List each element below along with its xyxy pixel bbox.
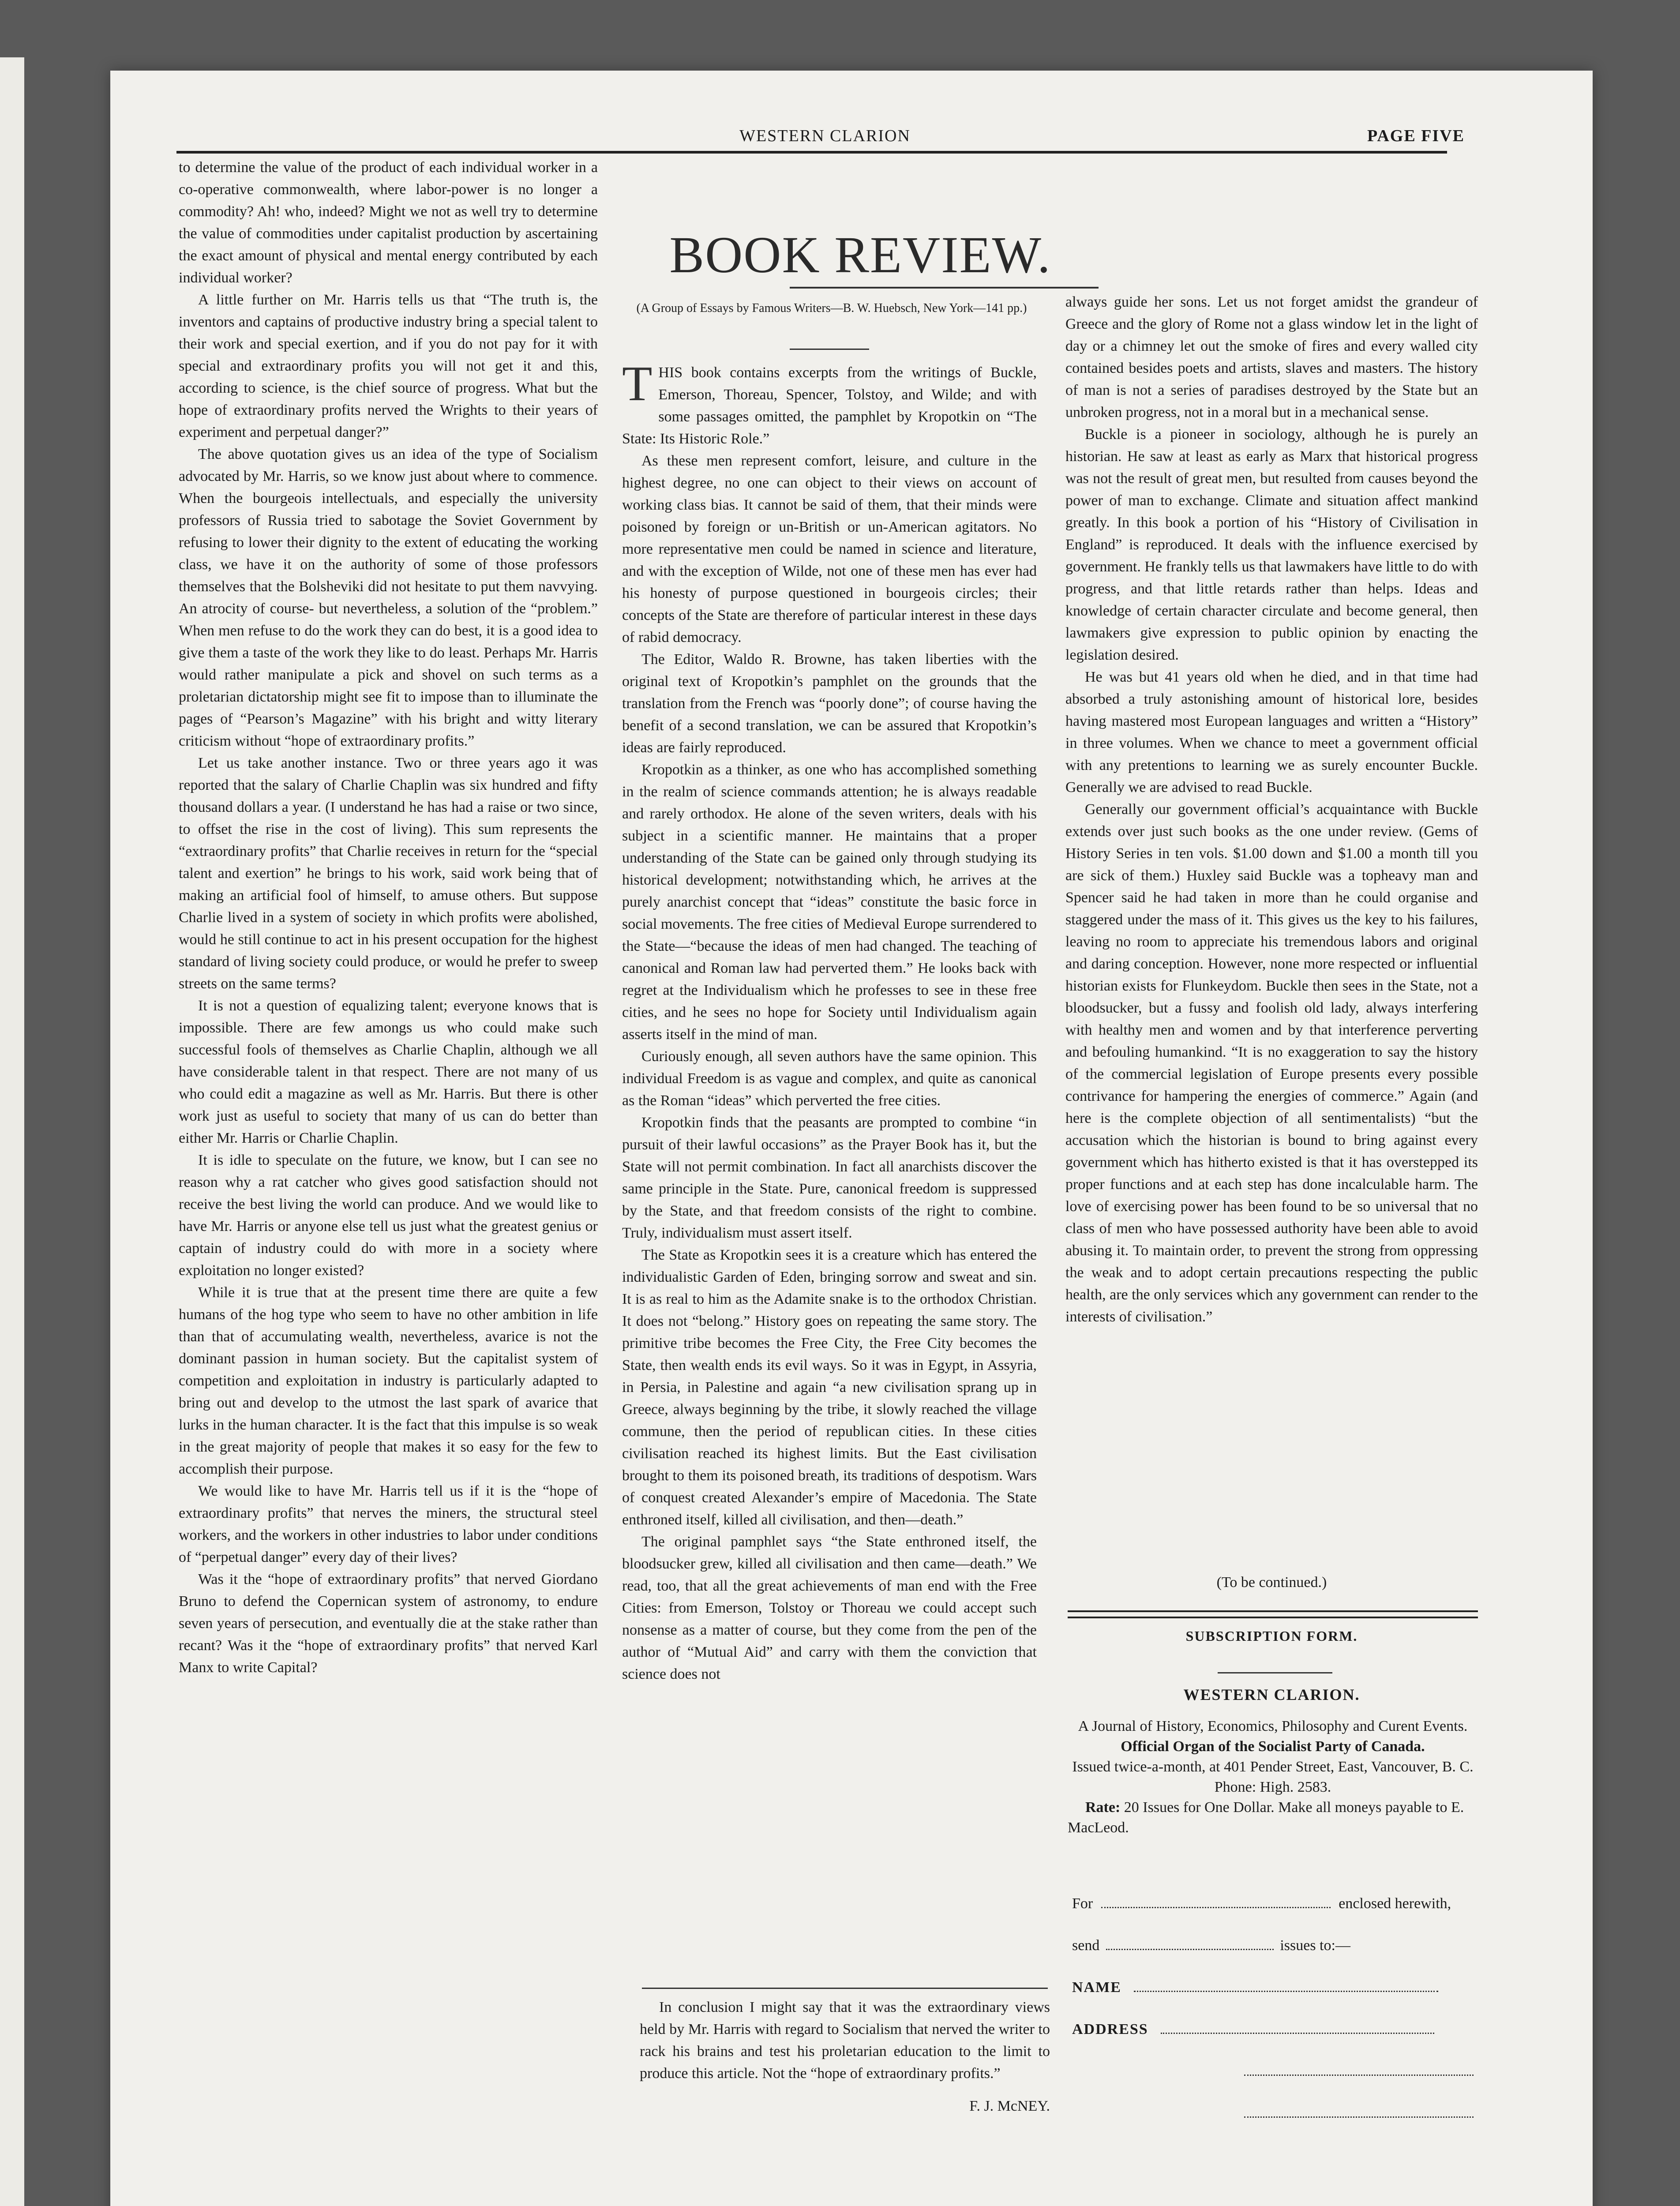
conclusion-paragraph: In conclusion I might say that it was the extraordinary views held by Mr. Harris with regard to Socialism that nerved the writer to rack his brains and test his proletarian education to the limit to produce this article. Not the “hope of extraordinary profits.”: [640, 1999, 1050, 2082]
paragraph: Curiously enough, all seven authors have the same opinion. This individual Freedom is as vague and complex, and quite as canonical as the Roman “ideas” which perverted the free cities.: [622, 1048, 1037, 1109]
paragraph: Buckle is a pioneer in sociology, although he is purely an historian. He saw at least as early as Marx that historical progress was not the result of great men, but resulted from causes beyond the power of man to exchange. Climate and situation affect mankind greatly. In this book a portion of his “History of Civilisation in England” is reproduced. It deals with the influence exercised by government. He frankly tells us that lawmakers have little to do with progress, and that little retards rather than helps. Ideas and knowledge of certain character circulate and become general, then lawmakers give expression to public opinion by enacting the legislation desired.: [1065, 426, 1478, 663]
paragraph: We would like to have Mr. Harris tell us if it is the “hope of extraordinary profits” that nerves the miners, the structural steel workers, and the workers in other industries to labor under conditions of “perpetual danger” every day of their lives?: [179, 1483, 598, 1565]
paragraph: He was but 41 years old when he died, and in that time had absorbed a truly astonishing amount of historical lore, besides having mastered most European languages and written a “History” in three volumes. When we chance to meet a government official with any pretentions to learning we as surely encounter Buckle. Generally we are advised to read Buckle.: [1065, 669, 1478, 795]
official-organ: Official Organ of the Socialist Party of Canada.: [1121, 1738, 1425, 1755]
paragraph: to determine the value of the product of each individual worker in a co-operative commonwealth, where labor-power is no longer a commodity? Ah! who, indeed? Might we not as well try to determine the value of commodities under capitalist production by ascertaining the exact amount of physical and mental energy contributed by each individual worker?: [179, 159, 598, 286]
paragraph: The above quotation gives us an idea of the type of Socialism advocated by Mr. Harris, so we know just about where to commence. When the bourgeois intellectuals, and especially the university professors of Russia tried to sabotage the Soviet Government by refusing to lower their dignity to the extent of educating the working class, we have it on the authority of some of those professors themselves that the Bolsheviki did not hesitate to put them navvying. An atrocity of course- but nevertheless, a solution of the “problem.” When men refuse to do the work they can do best, it is a good idea to give them a taste of the work they like to do least. Perhaps Mr. Harris would rather manipulate a pick and shovel on such terms as a proletarian dictatorship might see fit to impose than to illuminate the pages of “Pearson’s Magazine” with his bright and witty literary criticism without “hope of extraordinary profits.”: [179, 446, 598, 749]
address-field-3[interactable]: [1244, 2103, 1474, 2118]
paragraph: Was it the “hope of extraordinary profits” that nerved Giordano Bruno to defend the Copernican system of astronomy, to endure seven years of persecution, and eventually die at the stake rather than recant? Was it the “hope of extraordinary profits” that nerved Karl Manx to write Capital?: [179, 1571, 598, 1676]
address-label: ADDRESS: [1072, 2021, 1148, 2037]
address-field-2[interactable]: [1244, 2061, 1474, 2076]
section-double-rule: [1068, 1610, 1478, 1618]
article-column-1: [179, 157, 598, 2151]
paragraph: It is not a question of equalizing talent; everyone knows that is impossible. There are few amongs us who could make such successful fools of themselves as Charlie Chaplin, although we all have considerable talent in that respect. There are not many of us who could edit a magazine as well as Mr. Harris. But there is other work just as useful to society that many of us can do better than either Mr. Harris or Charlie Chaplin.: [179, 998, 598, 1146]
conclusion-rule: [642, 1988, 1048, 1989]
publication-name: WESTERN CLARION.: [1183, 1686, 1360, 1703]
form-address-line-3: [1072, 2102, 1478, 2124]
header-rule: [176, 151, 1447, 154]
form-address-line: [1072, 2018, 1478, 2041]
paragraph: Generally our government official’s acquaintance with Buckle extends over just such books as the one under review. (Gems of History Series in ten vols. $1.00 down and $1.00 a month till you are sick of them.) Huxley said Buckle was a topheavy man and Spencer said he had taken in more than he could organise and staggered under the mass of it. This gives us the key to his failures, leaving no room to appreciate his tremendous labors and original and daring conception. However, none more respected or influential historian exists for Flunkeydom. Buckle then sees in the State, not a bloodsucker, but a fussy and foolish old lady, always interfering with healthy men and women and by that interference perverting and befouling humankind. “It is no exaggeration to say the history of the commercial legislation of Europe presents every possible contrivance for hampering the energies of commerce.” Again (and here is the complete objection of all sentimentalists) “but the accusation which the historian is bound to bring against every government which has hitherto existed is that it has overstepped its proper functions and at each step has done incalculable harm. The love of exercising power has been found to be so universal that no class of men who have possessed authority have been able to avoid abusing it. To maintain order, to prevent the strong from oppressing the weak and to adopt certain precautions respecting the public health, are the only services which any government can render to the interests of civilisation.”: [1065, 801, 1478, 1325]
review-column-3: [1065, 291, 1478, 1615]
running-head-title: WESTERN CLARION: [739, 127, 911, 145]
first-paragraph: [622, 356, 1037, 450]
paragraph: The Editor, Waldo R. Browne, has taken liberties with the original text of Kropotkin’s pamphlet on the grounds that the translation from the French was “poorly done”; of course having the benefit of a second translation, we can be assured that Kropotkin’s ideas are fairly reproduced.: [622, 651, 1037, 756]
form-send-line: [1072, 1935, 1478, 1957]
subscription-rule: [1218, 1672, 1332, 1673]
paragraph: Kropotkin as a thinker, as one who has accomplished something in the realm of science commands attention; he is always readable and rarely orthodox. He alone of the seven writers, deals with his subject in a scientific manner. He maintains that a proper understanding of the State can be gained only through studying its historical development; notwithstanding which, he arrives at the purely anarchist concept that “ideas” constitute the basic force in social movements. The free cities of Medieval Europe surrendered to the State—“because the ideas of men had changed. The teaching of canonical and Roman law had perverted them.” He looks back with regret at the Individualism which he professes to see in these free cities, and he sees no hope for Society until Individualism again asserts itself in the mind of man.: [622, 762, 1037, 1043]
name-label: NAME: [1072, 1979, 1121, 1996]
issues-to-label: issues to:—: [1280, 1937, 1350, 1954]
subscription-details: [1068, 1716, 1478, 1838]
rate-label: Rate:: [1085, 1799, 1121, 1816]
drop-cap: T: [622, 356, 652, 411]
form-for-line: [1072, 1893, 1478, 1915]
paragraph: always guide her sons. Let us not forget amidst the grandeur of Greece and the glory of Rome not a glass window let in the light of day or a chimney let out the smoke of fires and every walled city contained besides poets and artists, slaves and masters. The history of man is not a series of paradises destroyed by the State but an unbroken progress, not in a moral but in a mechanical sense.: [1065, 294, 1478, 420]
for-label: For: [1072, 1895, 1093, 1912]
subscription-title: SUBSCRIPTION FORM.: [1185, 1628, 1358, 1644]
form-name-line: [1072, 1977, 1478, 1999]
paragraph: A little further on Mr. Harris tells us that “The truth is, the inventors and captains of productive industry bring a special talent to their work and special exertion, and if you do not pay for it with special and extraordinary profits you will not get it and this, according to science, is the chief source of progress. What but the hope of extraordinary profits nerved the Wrights to their years of experiment and perpetual danger?”: [179, 292, 598, 440]
author-signature: F. J. McNEY.: [969, 2098, 1050, 2114]
conclusion-block: [640, 1996, 1050, 2164]
issues-count-field[interactable]: [1106, 1936, 1274, 1950]
issue-info: Issued twice-a-month, at 401 Pender Street, East, Vancouver, B. C. Phone: High. 2583.: [1072, 1759, 1474, 1795]
rate-text: 20 Issues for One Dollar. Make all moneys payable to E. MacLeod.: [1068, 1799, 1464, 1836]
publication-description: A Journal of History, Economics, Philosophy and Curent Events.: [1078, 1718, 1468, 1734]
send-label: send: [1072, 1937, 1100, 1954]
page-number: PAGE FIVE: [1367, 127, 1465, 145]
book-info: (A Group of Essays by Famous Writers—B. W. Huebsch, New York—141 pp.): [636, 301, 1027, 315]
name-field[interactable]: [1134, 1977, 1438, 1992]
to-be-continued: (To be continued.): [1216, 1574, 1327, 1591]
heading-rule: [790, 287, 1099, 289]
first-paragraph-text: HIS book contains excerpts from the writings of Buckle, Emerson, Thoreau, Spencer, Tolstoy, and Wilde; and with some passages omitted, the pamphlet by Kropotkin on “The State: Its Historic Role.”: [622, 364, 1037, 447]
amount-field[interactable]: [1101, 1894, 1331, 1908]
address-field[interactable]: [1161, 2019, 1434, 2034]
paragraph: While it is true that at the present time there are quite a few humans of the hog type who seem to have no other ambition in life than that of accumulating wealth, nevertheless, avarice is not the dominant passion in human society. But the capitalist system of competition and exploitation in industry is particularly adapted to bring out and develop to the utmost the last spark of avarice that lurks in the human character. It is the fact that this impulse is so weak in the great majority of people that makes it so easy for the few to accomplish their purpose.: [179, 1284, 598, 1477]
enclosed-label: enclosed herewith,: [1339, 1895, 1451, 1912]
adjacent-page-edge: [0, 57, 24, 2206]
book-review-heading: BOOK REVIEW.: [669, 226, 1051, 284]
paragraph: The State as Kropotkin sees it is a creature which has entered the individualistic Garden of Eden, bringing sorrow and sweat and sin. It is as real to him as the Adamite snake is to the orthodox Christian. It does not “belong.” History goes on repeating the same story. The primitive tribe becomes the Free City, the Free City becomes the State, then wealth ends its evil ways. So it was in Egypt, in Assyria, in Persia, in Palestine and again “a new civilisation sprang up in Greece, always beginning by the tribe, it slowly reached the village commune, then the period of republican cities. In these cities civilisation reached its highest limits. But the East civilisation brought to them its poisoned breath, its traditions of despotism. Wars of conquest created Alexander’s empire of Macedonia. The State enthroned itself, killed all civilisation, and then—death.”: [622, 1247, 1037, 1528]
paragraph: The original pamphlet says “the State enthroned itself, the bloodsucker grew, killed all civilisation and then came—death.” We read, too, that all the great achievements of man end with the Free Cities: from Emerson, Tolstoy or Thoreau we could accept such nonsense as a matter of course, but they come from the pen of the author of “Mutual Aid” and carry with them the conviction that science does not: [622, 1534, 1037, 1682]
rate-line: [1068, 1797, 1478, 1838]
info-rule: [790, 349, 869, 350]
review-column-2: [622, 356, 1037, 2162]
paragraph: As these men represent comfort, leisure, and culture in the highest degree, no one can object to their views on account of working class bias. It cannot be said of them, that their minds were poisoned by foreign or un-British or un-American agitators. No more representative men could be named in science and literature, and with the exception of Wilde, not one of these men has ever had his honesty of purpose questioned in bourgeois circles; their concepts of the State are therefore of particular interest in these days of rabid democracy.: [622, 453, 1037, 645]
paragraph: It is idle to speculate on the future, we know, but I can see no reason why a rat catcher who gives good satisfaction should not receive the best living the world can produce. And we would like to have Mr. Harris or anyone else tell us just what the greatest genius or captain of industry could do with more in a society where exploitation no longer existed?: [179, 1152, 598, 1279]
form-address-line-2: [1072, 2060, 1478, 2082]
paragraph: Let us take another instance. Two or three years ago it was reported that the salary of Charlie Chaplin was six hundred and fifty thousand dollars a year. (I understand he has had a raise or two since, to offset the rise in the cost of living). This sum represents the “extraordinary profits” that Charlie receives in return for the “special talent and exertion” he brings to his work, said work being that of making an artificial fool of himself, to amuse others. But suppose Charlie lived in a system of society in which profits were abolished, would he still continue to act in his present occupation for the highest standard of living society could produce, or would he prefer to sweep streets on the same terms?: [179, 755, 598, 992]
paragraph: Kropotkin finds that the peasants are prompted to combine “in pursuit of their lawful occasions” as the Prayer Book has it, but the State will not permit combination. In fact all anarchists discover the same principle in the State. Pure, canonical freedom is suppressed by the State, and that freedom consists of the right to combine. Truly, individualism must assert itself.: [622, 1114, 1037, 1241]
